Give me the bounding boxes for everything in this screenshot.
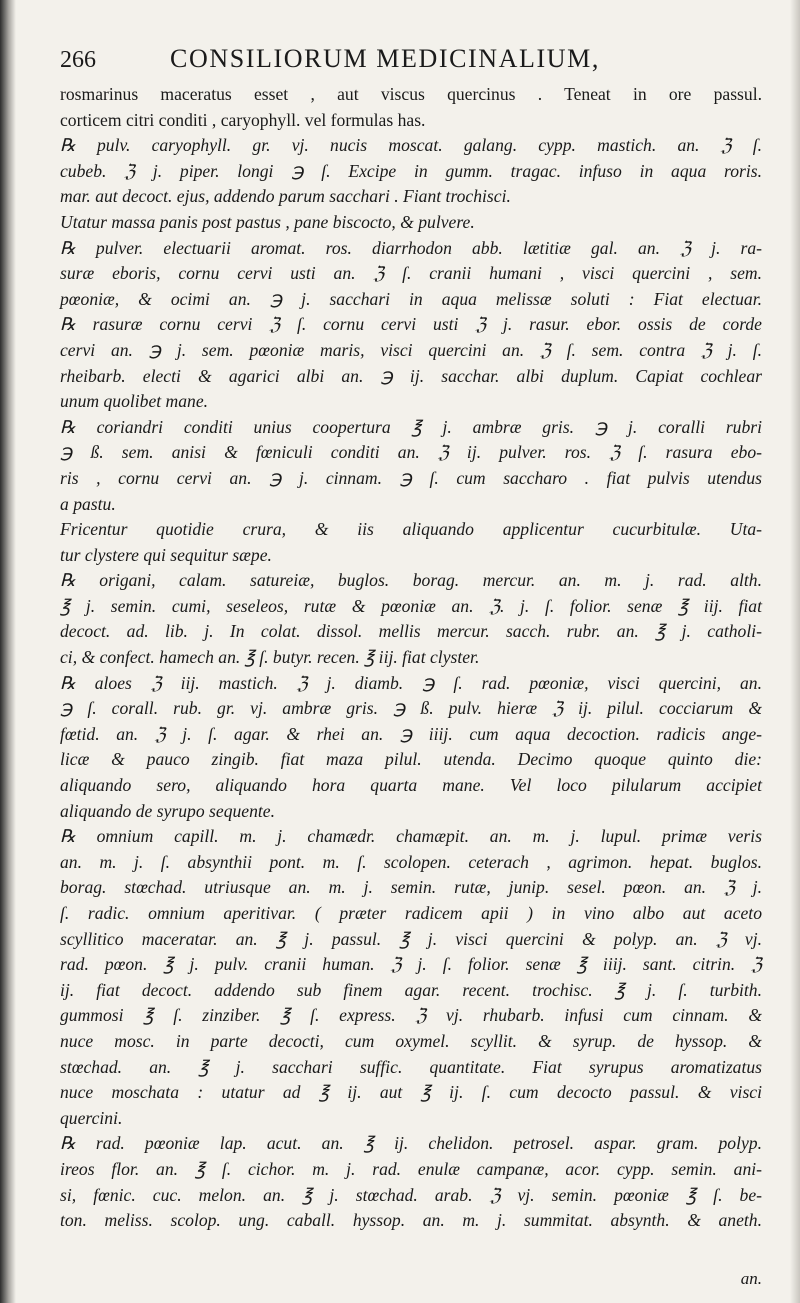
text-line: ℞ rasuræ cornu cervi ℨ ſ. cornu cervi usti ℨ j. rasur. ebor. ossis de corde	[60, 314, 762, 335]
text-line: ci, & confect. hamech an. ℥ ſ. butyr. recen. ℥ iij. fiat clyster.	[60, 647, 480, 668]
page-number: 266	[60, 47, 96, 73]
text-line: ℈ ß. sem. anisi & fœniculi conditi an. ℨ ij. pulver. ros. ℨ ſ. rasura ebo-	[60, 442, 762, 463]
text-line: nuce mosc. in parte decocti, cum oxymel. scyllit. & syrup. de hyssop. &	[60, 1030, 762, 1051]
text-line: pœoniæ, & ocimi an. ℈ j. sacchari in aqua melissæ soluti : Fiat electuar.	[60, 288, 762, 309]
text-line: an. m. j. ſ. absynthii pont. m. ſ. scolopen. ceterach , agrimon. hepat. buglos.	[60, 851, 762, 872]
catchword: an.	[740, 1269, 762, 1288]
text-line: rheibarb. electi & agarici albi an. ℈ ij. sacchar. albi duplum. Capiat cochlear	[60, 365, 762, 386]
text-line: mar. aut decoct. ejus, addendo parum sacchari . Fiant trochisci.	[60, 186, 511, 207]
text-line: suræ eboris, cornu cervi usti an. ℨ ſ. cranii humani , visci quercini , sem.	[60, 263, 762, 284]
text-line: corticem citri conditi , caryophyll. vel formulas has.	[60, 109, 426, 130]
text-line: nuce moschata : utatur ad ℥ ij. aut ℥ ij. ſ. cum decocto passul. & visci	[60, 1082, 762, 1103]
text-line: Utatur massa panis post pastus , pane biscocto, & pulvere.	[60, 211, 475, 232]
text-line: cubeb. ℨ j. piper. longi ℈ ſ. Excipe in gumm. tragac. infuso in aqua roris.	[60, 160, 762, 181]
text-line: Fricentur quotidie crura, & iis aliquando applicentur cucurbitulæ. Uta-	[60, 519, 762, 540]
running-title: CONSILIORUM MEDICINALIUM,	[170, 44, 600, 73]
page-header	[60, 44, 762, 80]
text-line: cervi an. ℈ j. sem. pœoniæ maris, visci quercini an. ℨ ſ. sem. contra ℨ j. ſ.	[60, 339, 762, 360]
text-line: tur clystere qui sequitur sæpe.	[60, 544, 272, 565]
page-edge	[790, 0, 800, 1303]
text-line: decoct. ad. lib. j. In colat. dissol. mellis mercur. sacch. rubr. an. ℥ j. catholi-	[60, 621, 762, 642]
text-line: fœtid. an. ℨ j. ſ. agar. & rhei an. ℈ iiij. cum aqua decoction. radicis ange-	[60, 723, 762, 744]
page-gutter-shadow	[0, 0, 16, 1303]
text-line: licæ & pauco zingib. fiat maza pilul. utenda. Decimo quoque quinto die:	[60, 749, 762, 770]
body-text	[60, 82, 762, 1234]
text-line: gummosi ℥ ſ. zinziber. ℥ ſ. express. ℨ vj. rhubarb. infusi cum cinnam. &	[60, 1005, 762, 1026]
text-line: stœchad. an. ℥ j. sacchari suffic. quantitate. Fiat syrupus aromatizatus	[60, 1056, 762, 1077]
text-line: scyllitico maceratar. an. ℥ j. passul. ℥ j. visci quercini & polyp. an. ℨ vj.	[60, 928, 762, 949]
text-line: borag. stœchad. utriusque an. m. j. semin. rutæ, junip. sesel. pœon. an. ℨ j.	[60, 877, 762, 898]
text-line: ℞ origani, calam. satureiæ, buglos. borag. mercur. an. m. j. rad. alth.	[60, 570, 762, 591]
text-line: rosmarinus maceratus esset , aut viscus quercinus . Teneat in ore passul.	[60, 84, 762, 104]
text-line: ℞ rad. pœoniæ lap. acut. an. ℥ ij. chelidon. petrosel. aspar. gram. polyp.	[60, 1133, 762, 1154]
text-line: aliquando de syrupo sequente.	[60, 800, 275, 821]
text-line: ℞ omnium capill. m. j. chamædr. chamæpit. an. m. j. lupul. primæ veris	[60, 826, 762, 847]
text-line: ſ. radic. omnium aperitivar. ( præter radicem apii ) in vino albo aut aceto	[60, 903, 762, 923]
text-line: ris , cornu cervi an. ℈ j. cinnam. ℈ ſ. cum saccharo . fiat pulvis utendus	[60, 467, 762, 488]
text-line: ireos flor. an. ℥ ſ. cichor. m. j. rad. enulæ campanæ, acor. cypp. semin. ani-	[60, 1158, 762, 1179]
text-line: ℥ j. semin. cumi, seseleos, rutæ & pœoniæ an. ℨ. j. ſ. folior. senæ ℥ iij. fiat	[60, 595, 762, 616]
text-line: quercini.	[60, 1107, 123, 1128]
text-line: aliquando sero, aliquando hora quarta mane. Vel loco pilularum accipiet	[60, 775, 762, 796]
text-line: ℞ coriandri conditi unius coopertura ℥ j. ambræ gris. ℈ j. coralli rubri	[60, 416, 762, 437]
text-line: si, fœnic. cuc. melon. an. ℥ j. stœchad. arab. ℨ vj. semin. pœoniæ ℥ ſ. be-	[60, 1184, 762, 1205]
text-line: ton. meliss. scolop. ung. caball. hyssop. an. m. j. summitat. absynth. & aneth.	[60, 1210, 762, 1231]
text-line: rad. pœon. ℥ j. pulv. cranii human. ℨ j. ſ. folior. senæ ℥ iiij. sant. citrin. ℨ	[60, 954, 762, 975]
text-line: ℞ pulver. electuarii aromat. ros. diarrhodon abb. lætitiæ gal. an. ℨ j. ra-	[60, 237, 762, 258]
text-line: ℞ pulv. caryophyll. gr. vj. nucis moscat. galang. cypp. mastich. an. ℨ ſ.	[60, 135, 762, 156]
text-line: a pastu.	[60, 493, 116, 514]
text-line: ℈ ſ. corall. rub. gr. vj. ambræ gris. ℈ ß. pulv. hieræ ℨ ij. pilul. cocciarum &	[60, 698, 762, 719]
text-line: ℞ aloes ℨ iij. mastich. ℨ j. diamb. ℈ ſ. rad. pœoniæ, visci quercini, an.	[60, 672, 762, 693]
text-line: ij. fiat decoct. addendo sub finem agar. recent. trochisc. ℥ j. ſ. turbith.	[60, 979, 762, 1000]
text-line: unum quolibet mane.	[60, 391, 209, 412]
